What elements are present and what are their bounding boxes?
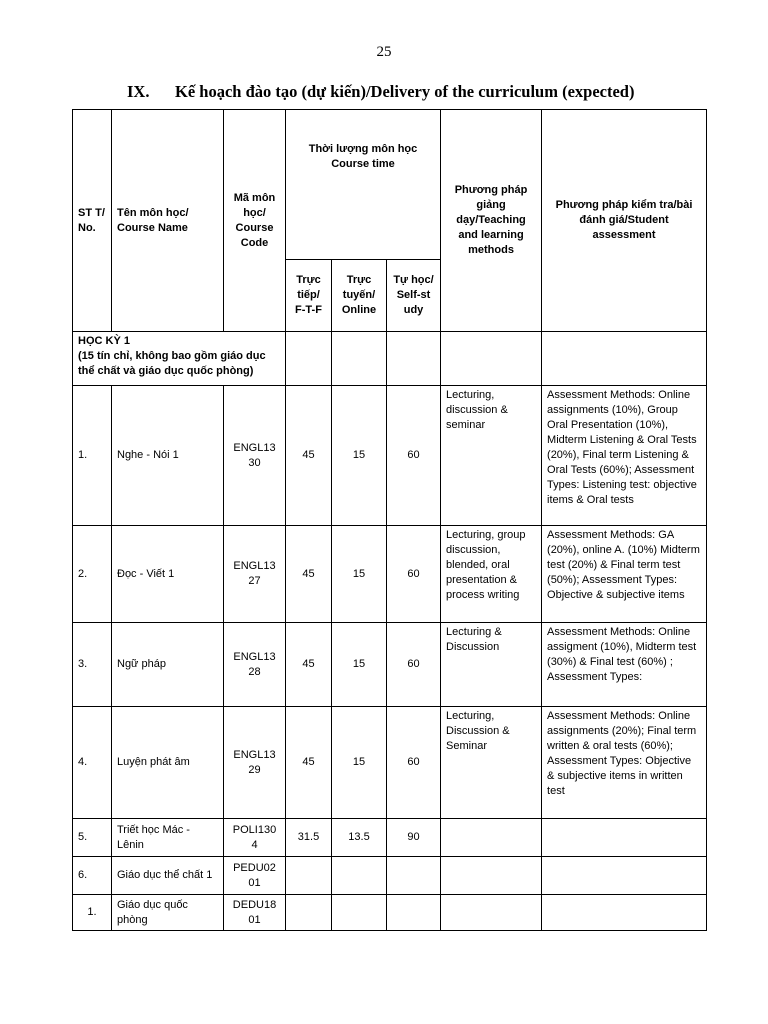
hours-self-study [387, 857, 441, 895]
teaching-method [441, 895, 542, 931]
hours-online: 15 [332, 623, 387, 707]
assessment-method [542, 857, 707, 895]
row-number: 6. [73, 857, 112, 895]
assessment-method: Assessment Methods: Online assignments (20%); Final term written & oral tests (60%); Assessment Types: Objective & subjective items in written test [542, 707, 707, 819]
curriculum-table [72, 109, 707, 931]
course-code: POLI130 4 [224, 819, 286, 857]
course-code: DEDU18 01 [224, 895, 286, 931]
hours-ftf: 45 [286, 386, 332, 526]
semester-assessment [542, 332, 707, 386]
semester-online [332, 332, 387, 386]
hours-self-study: 60 [387, 707, 441, 819]
section-heading [127, 82, 727, 102]
hours-online: 15 [332, 707, 387, 819]
assessment-method [542, 895, 707, 931]
course-name: Luyện phát âm [112, 707, 224, 819]
course-code: PEDU02 01 [224, 857, 286, 895]
hours-online [332, 895, 387, 931]
table-row [73, 623, 707, 707]
table-row [73, 819, 707, 857]
hours-self-study: 60 [387, 526, 441, 623]
hours-self-study: 90 [387, 819, 441, 857]
row-number: 2. [73, 526, 112, 623]
course-name: Đọc - Viết 1 [112, 526, 224, 623]
hours-self-study: 60 [387, 623, 441, 707]
hours-online: 15 [332, 526, 387, 623]
course-name: Triết học Mác - Lênin [112, 819, 224, 857]
course-code: ENGL13 27 [224, 526, 286, 623]
header-stt: ST T/ No. [73, 110, 112, 332]
header-course-code: Mã môn học/ Course Code [224, 110, 286, 332]
teaching-method [441, 819, 542, 857]
header-assessment: Phương pháp kiểm tra/bài đánh giá/Student assessment [542, 110, 707, 332]
assessment-method: Assessment Methods: Online assigment (10%), Midterm test (30%) & Final test (60%) ; Assessment Types: [542, 623, 707, 707]
page-number: 25 [376, 44, 392, 60]
row-number: 3. [73, 623, 112, 707]
assessment-method [542, 819, 707, 857]
header-course-time: Thời lượng môn học Course time [286, 110, 441, 260]
table-row [73, 526, 707, 623]
hours-ftf: 45 [286, 623, 332, 707]
course-name: Ngữ pháp [112, 623, 224, 707]
hours-ftf: 45 [286, 526, 332, 623]
header-online: Trực tuyến/ Online [332, 260, 387, 332]
section-title: Kế hoạch đào tạo (dự kiến)/Delivery of the curriculum (expected) [175, 82, 635, 101]
row-number: 1. [73, 895, 112, 931]
hours-ftf [286, 895, 332, 931]
course-name: Giáo dục quốc phòng [112, 895, 224, 931]
assessment-method: Assessment Methods: GA (20%), online A. (10%) Midterm test (20%) & Final term test (50%); Assessment Types: Objective & subjective items [542, 526, 707, 623]
semester-label [73, 332, 286, 386]
assessment-method: Assessment Methods: Online assignments (10%), Group Oral Presentation (10%), Midterm Listening & Oral Tests (20%), Final term Listening & Oral Tests (60%); Assessment Types: Listening test: objective items & Oral tests [542, 386, 707, 526]
hours-online: 15 [332, 386, 387, 526]
header-course-name: Tên môn học/ Course Name [112, 110, 224, 332]
hours-online [332, 857, 387, 895]
header-ftf: Trực tiếp/ F-T-F [286, 260, 332, 332]
course-name: Nghe - Nói 1 [112, 386, 224, 526]
row-number: 5. [73, 819, 112, 857]
table-row [73, 857, 707, 895]
teaching-method: Lecturing & Discussion [441, 623, 542, 707]
semester-ftf [286, 332, 332, 386]
course-name: Giáo dục thể chất 1 [112, 857, 224, 895]
row-number: 1. [73, 386, 112, 526]
teaching-method: Lecturing, Discussion & Seminar [441, 707, 542, 819]
course-code: ENGL13 28 [224, 623, 286, 707]
course-code: ENGL13 29 [224, 707, 286, 819]
teaching-method: Lecturing, discussion & seminar [441, 386, 542, 526]
hours-ftf [286, 857, 332, 895]
hours-self-study: 60 [387, 386, 441, 526]
semester-note: (15 tín chỉ, không bao gồm giáo dục thể chất và giáo dục quốc phòng) [78, 350, 266, 377]
row-number: 4. [73, 707, 112, 819]
table-row [73, 386, 707, 526]
semester-row [73, 332, 707, 386]
hours-online: 13.5 [332, 819, 387, 857]
table-row [73, 707, 707, 819]
hours-ftf: 31.5 [286, 819, 332, 857]
header-teaching-methods: Phương pháp giảng dạy/Teaching and learning methods [441, 110, 542, 332]
semester-title: HỌC KỲ 1 [78, 335, 130, 347]
hours-self-study [387, 895, 441, 931]
hours-ftf: 45 [286, 707, 332, 819]
table-row [73, 895, 707, 931]
semester-self [387, 332, 441, 386]
header-self-study: Tự học/ Self-st udy [387, 260, 441, 332]
teaching-method: Lecturing, group discussion, blended, oral presentation & process writing [441, 526, 542, 623]
course-code: ENGL13 30 [224, 386, 286, 526]
semester-teaching [441, 332, 542, 386]
teaching-method [441, 857, 542, 895]
section-number: IX. [127, 82, 150, 101]
